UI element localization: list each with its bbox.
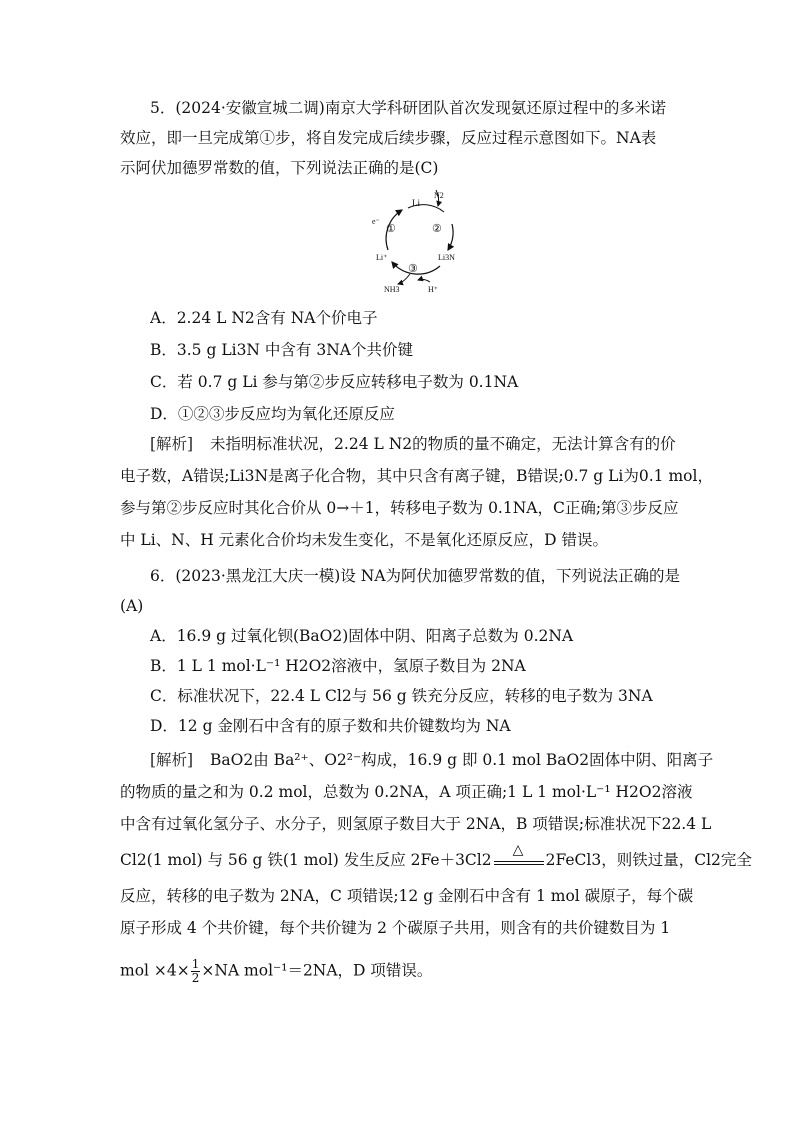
label-step1: ① <box>386 223 396 235</box>
h-plus-input-arrow <box>418 279 430 282</box>
q5-analysis-line-1 <box>150 434 676 454</box>
q5-stem-line-3: 示阿伏加德罗常数的值，下列说法正确的是(C) <box>120 159 439 177</box>
q6-analysis-line-3: 中含有过氧化氢分子、水分子，则氢原子数目大于 2NA，B 项错误;标准状况下22.4 L <box>120 815 712 833</box>
q6-analysis-text-1: BaO2由 Ba²⁺、O2²⁻构成，16.9 g 即 0.1 mol BaO2固体中阴、阳离子 <box>210 751 714 769</box>
q6-option-b: B．1 L 1 mol·L⁻¹ H2O2溶液中，氢原子数目为 2NA <box>150 657 526 675</box>
fraction-one-half <box>191 958 201 985</box>
analysis-tag: [解析] <box>150 435 194 453</box>
reaction-condition-arrow <box>492 842 546 870</box>
q6-analysis-line-7 <box>120 958 432 985</box>
q6-stem-line-1: 6．(2023·黑龙江大庆一模)设 NA为阿伏加德罗常数的值，下列说法正确的是 <box>150 567 681 585</box>
reaction-cycle-diagram <box>370 188 475 296</box>
q6-analysis-4-pre: Cl2(1 mol) 与 56 g 铁(1 mol) 发生反应 2Fe＋3Cl2 <box>120 851 492 869</box>
q5-option-a: A．2.24 L N2含有 NA个价电子 <box>150 309 378 327</box>
label-nh3: NH3 <box>384 285 400 294</box>
q6-analysis-7-post: ×NA mol⁻¹＝2NA，D 项错误。 <box>201 961 433 980</box>
fraction-denominator: 2 <box>191 971 200 985</box>
cycle-arc-step2 <box>448 224 453 250</box>
q6-analysis-line-1 <box>150 750 713 770</box>
q5-option-c: C．若 0.7 g Li 参与第②步反应转移电子数为 0.1NA <box>150 373 519 391</box>
label-step2: ② <box>432 223 442 235</box>
q6-analysis-line-4 <box>120 842 752 870</box>
heat-symbol: △ <box>512 842 524 858</box>
q6-option-d: D．12 g 金刚石中含有的原子数和共价键数均为 NA <box>150 717 511 735</box>
q6-option-c: C．标准状况下，22.4 L Cl2与 56 g 铁充分反应，转移的电子数为 3NA <box>150 687 653 705</box>
q5-option-d: D．①②③步反应均为氧化还原反应 <box>150 405 395 423</box>
q6-analysis-7-pre: mol ×4× <box>120 961 190 980</box>
q6-analysis-line-5: 反应，转移的电子数为 2NA，C 项错误;12 g 金刚石中含有 1 mol 碳原子，每个碳 <box>120 887 694 905</box>
q5-stem-line-2: 效应，即一旦完成第①步，将自发完成后续步骤，反应过程示意图如下。NA表 <box>120 129 657 147</box>
label-h-plus: H⁺ <box>428 285 438 294</box>
label-n2: N2 <box>434 191 444 200</box>
label-e: e⁻ <box>372 217 380 226</box>
label-step3: ③ <box>408 263 418 275</box>
fraction-numerator: 1 <box>191 957 200 971</box>
q5-stem-line-1: 5．(2024·安徽宣城二调)南京大学科研团队首次发现氨还原过程中的多米诺 <box>150 99 666 117</box>
q6-stem-line-2: (A) <box>120 597 144 615</box>
q5-analysis-line-4: 中 Li、N、H 元素化合价均未发生变化，不是氧化还原反应，D 错误。 <box>120 531 609 549</box>
q5-option-b: B．3.5 g Li3N 中含有 3NA个共价键 <box>150 341 413 359</box>
analysis-tag: [解析] <box>150 751 194 769</box>
label-li: Li <box>412 198 420 208</box>
q6-option-a: A．16.9 g 过氧化钡(BaO2)固体中阴、阳离子总数为 0.2NA <box>150 627 574 645</box>
label-li-plus: Li⁺ <box>376 253 388 262</box>
q6-analysis-4-post: 2FeCl3，则铁过量，Cl2完全 <box>545 851 752 869</box>
label-li3n: Li3N <box>438 253 455 262</box>
q5-analysis-line-3: 参与第②步反应时其化合价从 0→＋1，转移电子数为 0.1NA，C正确;第③步反应 <box>120 499 679 517</box>
q5-analysis-text-1: 未指明标准状况，2.24 L N2的物质的量不确定，无法计算含有的价 <box>210 435 676 453</box>
q6-analysis-line-6: 原子形成 4 个共价键，每个共价键为 2 个碳原子共用，则含有的共价键数目为 1 <box>120 919 671 937</box>
nh3-output-arrow <box>398 274 410 284</box>
q5-analysis-line-2: 电子数，A错误;Li3N是离子化合物，其中只含有离子键，B错误;0.7 g Li为0.1 mol， <box>120 467 713 485</box>
q6-analysis-line-2: 的物质的量之和为 0.2 mol，总数为 0.2NA，A 项正确;1 L 1 mol·L⁻¹ H2O2溶液 <box>120 783 693 801</box>
